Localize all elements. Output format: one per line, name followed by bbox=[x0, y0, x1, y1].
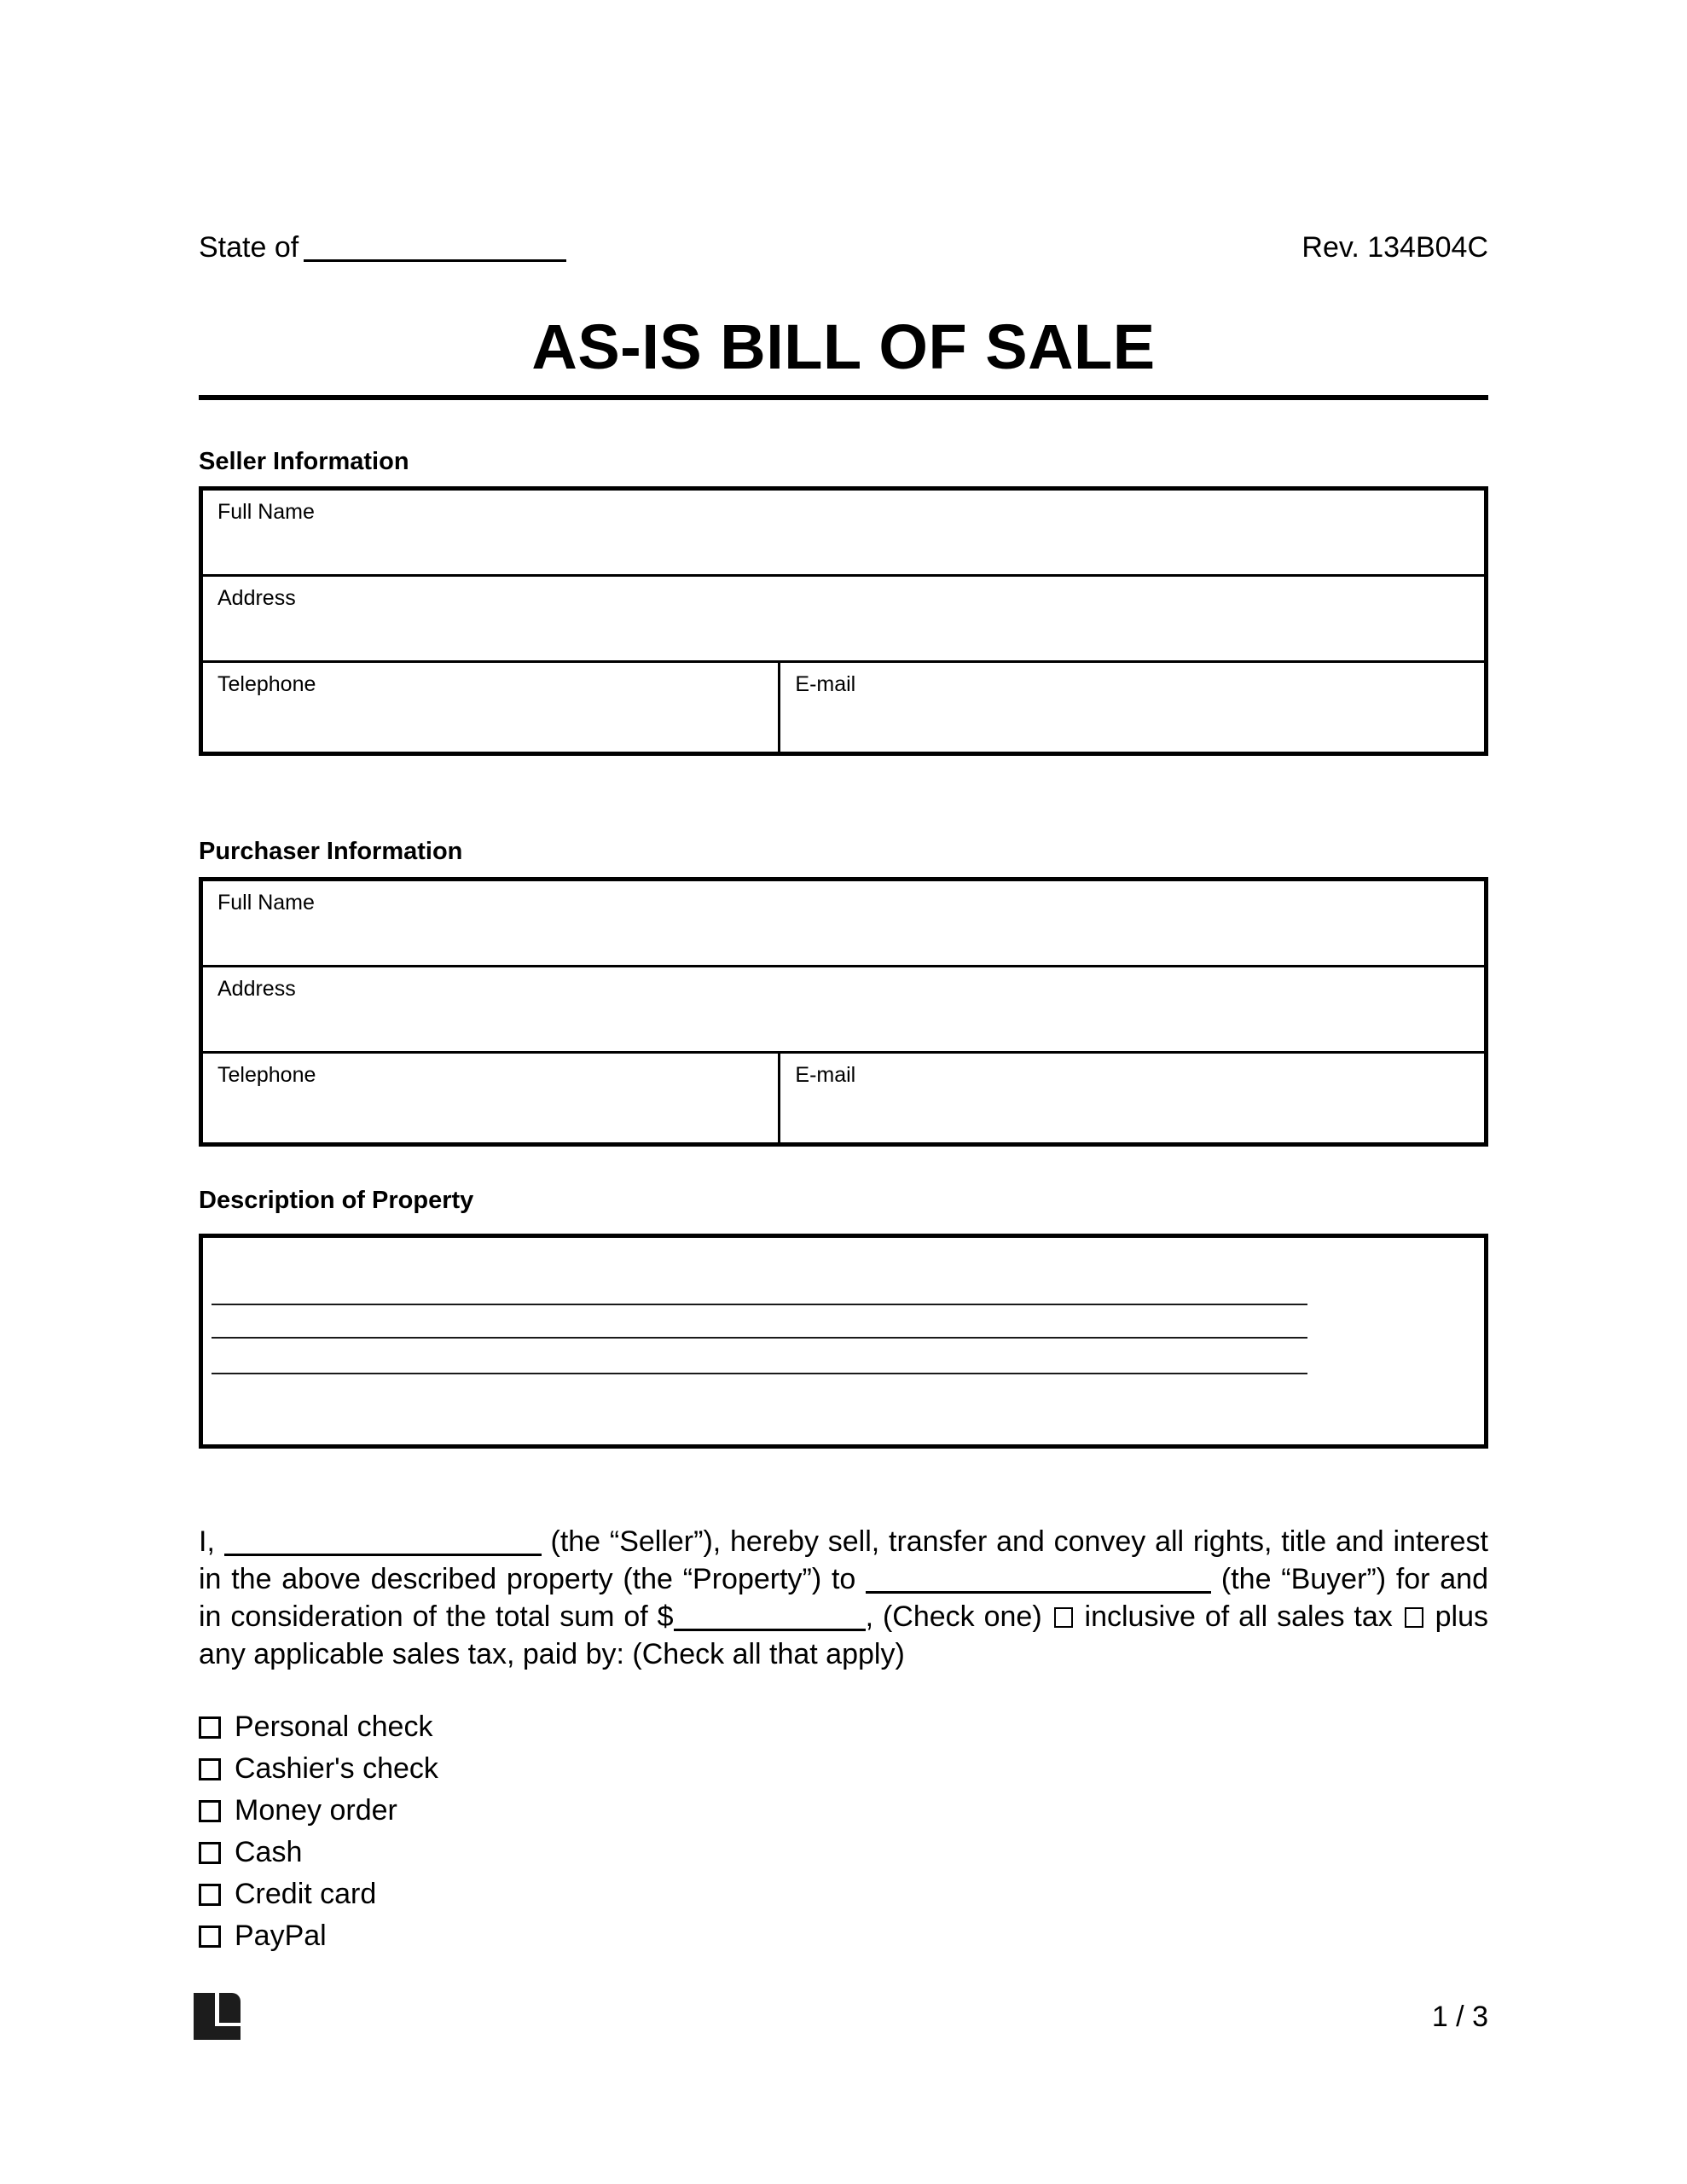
seller-full-name-cell[interactable] bbox=[203, 491, 1484, 577]
purchaser-email-cell[interactable] bbox=[780, 1054, 1484, 1142]
seller-section-heading: Seller Information bbox=[199, 448, 409, 475]
page-number-indicator: 1 / 3 bbox=[1431, 2001, 1488, 2033]
page-title: AS-IS BILL OF SALE bbox=[531, 311, 1156, 382]
page-content bbox=[199, 0, 1488, 2184]
header-row bbox=[199, 230, 1488, 264]
purchaser-section-heading: Purchaser Information bbox=[199, 838, 463, 865]
payment-option-label: PayPal bbox=[235, 1920, 327, 1952]
agreement-text: (the “Seller”), hereby sell, transfer and convey all rights, title and interest in the above described property (the “Property”) to bbox=[199, 1525, 1488, 1595]
description-blank-line[interactable] bbox=[212, 1304, 1307, 1305]
payment-option-label: Cash bbox=[235, 1836, 303, 1868]
inclusive-sales-tax-checkbox[interactable] bbox=[1054, 1607, 1073, 1628]
address-label: Address bbox=[217, 586, 296, 610]
buyer-name-blank-field[interactable] bbox=[866, 1590, 1211, 1594]
purchaser-telephone-cell[interactable] bbox=[203, 1054, 780, 1142]
property-section-heading: Description of Property bbox=[199, 1187, 474, 1214]
payment-option-label: Credit card bbox=[235, 1878, 377, 1910]
payment-methods-list bbox=[199, 1706, 438, 1957]
sum-amount-blank-field[interactable] bbox=[674, 1628, 866, 1631]
property-description-box[interactable] bbox=[199, 1234, 1488, 1449]
legal-templates-logo-icon bbox=[194, 1993, 241, 2040]
email-label: E-mail bbox=[795, 672, 856, 696]
email-label: E-mail bbox=[795, 1063, 856, 1087]
telephone-label: Telephone bbox=[217, 1063, 316, 1087]
address-label: Address bbox=[217, 977, 296, 1001]
seller-address-cell[interactable] bbox=[203, 577, 1484, 663]
state-of-line bbox=[199, 230, 566, 264]
purchaser-full-name-cell[interactable] bbox=[203, 881, 1484, 967]
purchaser-contact-row bbox=[203, 1054, 1484, 1142]
purchaser-address-cell[interactable] bbox=[203, 967, 1484, 1054]
seller-contact-row bbox=[203, 663, 1484, 752]
seller-telephone-cell[interactable] bbox=[203, 663, 780, 752]
payment-option-label: Cashier's check bbox=[235, 1752, 438, 1785]
payment-option-personal-check[interactable] bbox=[199, 1706, 438, 1748]
purchaser-info-table bbox=[199, 877, 1488, 1147]
agreement-text: I, bbox=[199, 1525, 215, 1558]
payment-option-paypal[interactable] bbox=[199, 1915, 438, 1957]
checkbox-icon[interactable] bbox=[199, 1716, 221, 1739]
payment-option-credit-card[interactable] bbox=[199, 1873, 438, 1915]
state-blank-field[interactable] bbox=[304, 258, 566, 262]
agreement-text: (the “Buyer”) for and in consideration of the total sum of $ bbox=[199, 1563, 1489, 1633]
payment-option-cash[interactable] bbox=[199, 1832, 438, 1873]
plus-sales-tax-checkbox[interactable] bbox=[1405, 1607, 1423, 1628]
checkbox-icon[interactable] bbox=[199, 1926, 221, 1948]
agreement-text: plus any applicable sales tax, paid by: (Check all that apply) bbox=[199, 1600, 1488, 1670]
full-name-label: Full Name bbox=[217, 500, 315, 524]
description-blank-line[interactable] bbox=[212, 1337, 1307, 1339]
full-name-label: Full Name bbox=[217, 891, 315, 915]
revision-label: Rev. 134B04C bbox=[1301, 231, 1488, 264]
description-blank-line[interactable] bbox=[212, 1373, 1307, 1374]
agreement-paragraph bbox=[199, 1523, 1488, 1673]
agreement-text: inclusive of all sales tax bbox=[1084, 1600, 1393, 1633]
payment-option-cashiers-check[interactable] bbox=[199, 1748, 438, 1790]
payment-option-money-order[interactable] bbox=[199, 1790, 438, 1832]
checkbox-icon[interactable] bbox=[199, 1800, 221, 1822]
seller-info-table bbox=[199, 486, 1488, 756]
checkbox-icon[interactable] bbox=[199, 1758, 221, 1780]
checkbox-icon[interactable] bbox=[199, 1842, 221, 1864]
telephone-label: Telephone bbox=[217, 672, 316, 696]
checkbox-icon[interactable] bbox=[199, 1884, 221, 1906]
payment-option-label: Money order bbox=[235, 1794, 397, 1827]
state-of-label: State of bbox=[199, 231, 299, 264]
payment-option-label: Personal check bbox=[235, 1711, 433, 1743]
agreement-text: , (Check one) bbox=[865, 1600, 1042, 1633]
seller-email-cell[interactable] bbox=[780, 663, 1484, 752]
title-divider bbox=[199, 395, 1488, 400]
seller-name-blank-field[interactable] bbox=[224, 1553, 542, 1556]
